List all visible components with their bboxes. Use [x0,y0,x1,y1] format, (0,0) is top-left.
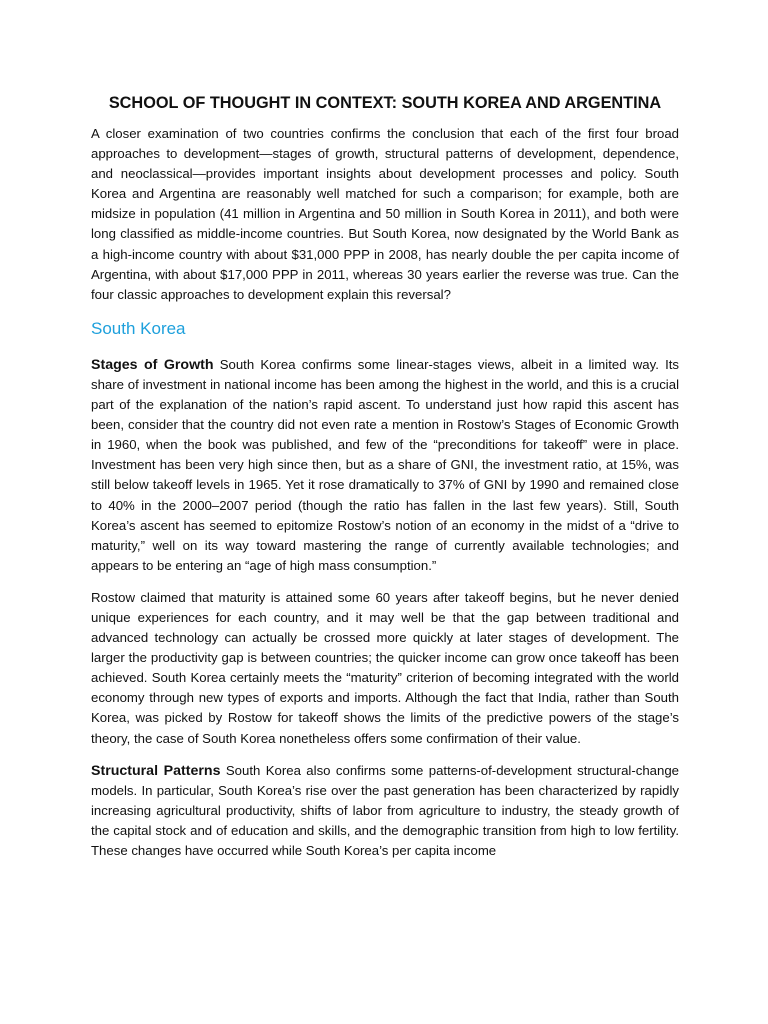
rostow-paragraph: Rostow claimed that maturity is attained some 60 years after takeoff begins, but he never denied unique experiences for each country, and it may well be that the gap between traditional and advanced technology can actually be crossed more quickly at later stages of development. The larger the productivity gap is between countries; the quicker income can grow once takeoff has been achieved. South Korea certainly meets the “maturity” criterion of becoming integrated with the world economy through new types of exports and imports. Although the fact that India, rather than South Korea, was picked by Rostow for takeoff shows the limits of the predictive powers of the stage’s theory, the case of South Korea nonetheless offers some confirmation of their value. [91,589,679,746]
structural-patterns-text: South Korea also confirms some patterns-of-development structural-change models. In particular, South Korea’s rise over the past generation has been characterized by rapidly increasing agricultural productivity, shifts of labor from agriculture to industry, the steady growth of the capital stock and of education and skills, and the demographic transition from high to low fertility. These changes have occurred while South Korea’s per capita income [91,762,679,858]
stages-of-growth-heading: Stages of Growth [91,356,214,373]
stages-of-growth-text: South Korea confirms some linear-stages views, albeit in a limited way. Its share of investment in national income has been among the highest in the world, and this is a crucial part of the explanation of the nation’s rapid ascent. To understand just how rapid this ascent has been, consider that the country did not even rate a mention in Rostow’s Stages of Economic Growth in 1960, when the book was published, and few of the “preconditions for takeoff” were in place. Investment has been very high since then, but as a share of GNI, the investment ratio, at 15%, was still below takeoff levels in 1965. Yet it rose dramatically to 37% of GNI by 1990 and remained close to 40% in the 2000–2007 period (though the ratio has fallen in the last few years). Still, South Korea’s ascent has seemed to epitomize Rostow’s notion of an economy in the midst of a “drive to maturity,” well on its way toward mastering the range of currently available technologies; and appears to be entering an “age of high mass consumption.” [91,356,679,573]
structural-patterns-heading: Structural Patterns [91,762,221,779]
stages-of-growth-paragraph [91,355,679,576]
structural-patterns-paragraph [91,761,679,861]
section-heading-south-korea: South Korea [91,318,186,338]
document-title: SCHOOL OF THOUGHT IN CONTEXT: SOUTH KOREA AND ARGENTINA [108,94,662,112]
intro-paragraph: A closer examination of two countries confirms the conclusion that each of the first four broad approaches to development—stages of growth, structural patterns of development, dependence, and neoclassical—provides important insights about development processes and policy. South Korea and Argentina are reasonably well matched for such a comparison; for example, both are midsize in population (41 million in Argentina and 50 million in South Korea in 2011), and both were long classified as middle-income countries. But South Korea, now designated by the World Bank as a high-income country with about $31,000 PPP in 2008, has nearly double the per capita income of Argentina, with about $17,000 PPP in 2011, whereas 30 years earlier the reverse was true. Can the four classic approaches to development explain this reversal? [91,126,679,302]
